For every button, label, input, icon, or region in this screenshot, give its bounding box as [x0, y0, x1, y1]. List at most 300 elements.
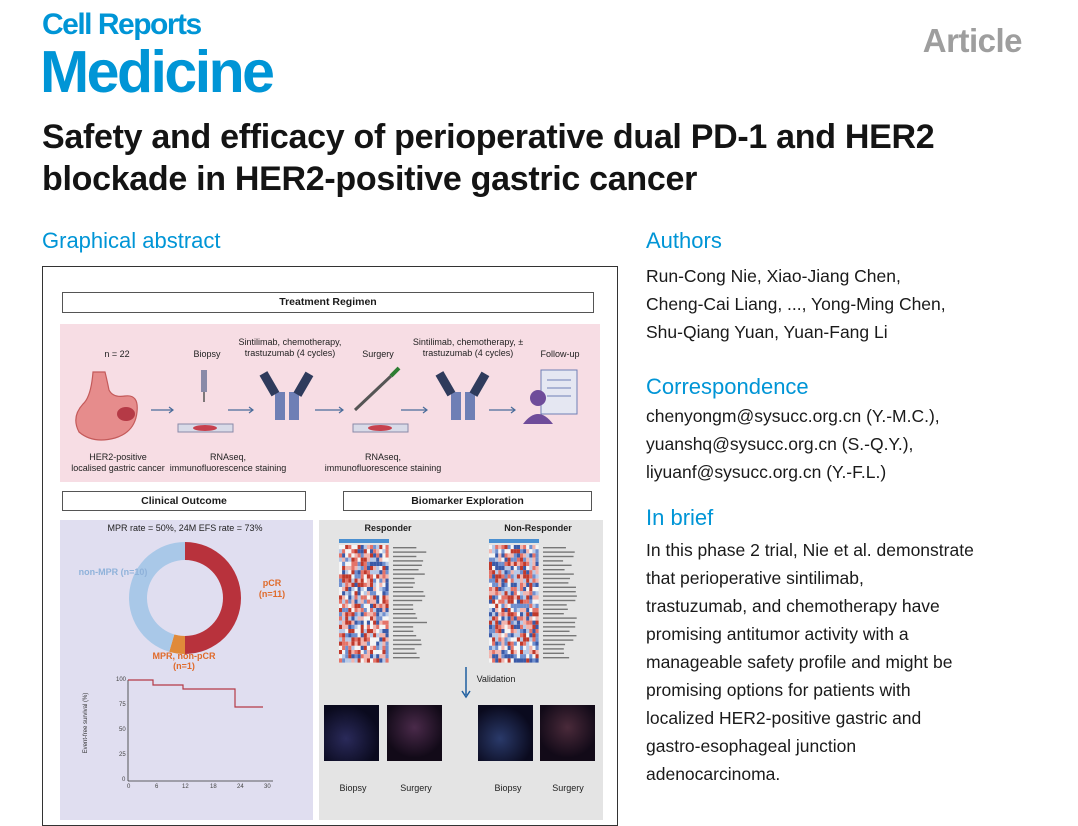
img-label-surgery-1: Surgery: [400, 783, 432, 793]
heatmap-cell: [373, 591, 376, 595]
heatmap-cell: [345, 608, 348, 612]
heatmap-cell: [386, 570, 389, 574]
heatmap-row-label: [543, 635, 576, 636]
heatmap-cell: [517, 621, 520, 625]
heatmap-cell: [382, 604, 385, 608]
heatmap-cell: [489, 637, 492, 641]
heatmap-cell: [517, 562, 520, 566]
heatmap-cell: [508, 558, 511, 562]
regimen-title: Treatment Regimen: [62, 292, 594, 313]
heatmap-row-label: [543, 582, 568, 583]
heatmap-cell: [361, 579, 364, 583]
heatmap-cell: [501, 587, 504, 591]
nonresponder-label: Non-Responder: [504, 523, 572, 533]
heatmap-cell: [342, 637, 345, 641]
heatmap-cell: [495, 595, 498, 599]
heatmap-cell: [361, 553, 364, 557]
heatmap-cell: [514, 545, 517, 549]
heatmap-cell: [536, 654, 539, 658]
heatmap-cell: [520, 558, 523, 562]
heatmap-row-label: [543, 604, 567, 605]
heatmap-cell: [520, 587, 523, 591]
heatmap-cell: [523, 650, 526, 654]
heatmap-cell: [342, 566, 345, 570]
heatmap-row-label: [543, 644, 565, 645]
heatmap-cell: [489, 612, 492, 616]
heatmap-cell: [529, 545, 532, 549]
heatmap-cell: [529, 650, 532, 654]
heatmap-cell: [364, 579, 367, 583]
heatmap-cell: [505, 579, 508, 583]
heatmap-cell: [342, 604, 345, 608]
heatmap-cell: [526, 612, 529, 616]
heatmap-cell: [523, 629, 526, 633]
heatmap-cell: [492, 570, 495, 574]
heatmap-cell: [517, 604, 520, 608]
efs-curve: [113, 675, 313, 795]
brief-line: promising antitumor activity with a: [646, 624, 909, 644]
brief-line: that perioperative sintilimab,: [646, 568, 864, 588]
heatmap-cell: [358, 612, 361, 616]
heatmap-cell: [520, 604, 523, 608]
in-brief-text: [646, 536, 1066, 788]
heatmap-cell: [532, 558, 535, 562]
heatmap-cell: [376, 629, 379, 633]
heatmap-cell: [358, 587, 361, 591]
heatmap-cell: [367, 625, 370, 629]
heatmap-cell: [345, 629, 348, 633]
heatmap-cell: [520, 621, 523, 625]
heatmap-cell: [376, 595, 379, 599]
brief-line: trastuzumab, and chemotherapy have: [646, 596, 940, 616]
heatmap-cell: [379, 646, 382, 650]
heatmap-cell: [489, 553, 492, 557]
heatmap-cell: [345, 570, 348, 574]
heatmap-cell: [536, 604, 539, 608]
heatmap-cell: [351, 604, 354, 608]
heatmap-cell: [532, 646, 535, 650]
brief-line: In this phase 2 trial, Nie et al. demonstrate: [646, 540, 974, 560]
heatmap-cell: [501, 654, 504, 658]
heatmap-cell: [382, 654, 385, 658]
heatmap-cell: [526, 650, 529, 654]
heatmap-cell: [498, 654, 501, 658]
heatmap-cell: [492, 629, 495, 633]
heatmap-cell: [529, 658, 532, 662]
heatmap-cell: [526, 545, 529, 549]
heatmap-cell: [339, 600, 342, 604]
heatmap-cell: [489, 621, 492, 625]
heatmap-cell: [517, 570, 520, 574]
heatmap-cell: [501, 566, 504, 570]
heatmap-cell: [517, 549, 520, 553]
heatmap-cell: [532, 658, 535, 662]
heatmap-cell: [495, 545, 498, 549]
heatmap-cell: [339, 616, 342, 620]
heatmap-cell: [523, 570, 526, 574]
heatmap-cell: [386, 642, 389, 646]
heatmap-cell: [514, 612, 517, 616]
heatmap-cell: [489, 595, 492, 599]
heatmap-cell: [505, 566, 508, 570]
heatmap-cell: [526, 591, 529, 595]
heatmap-cell: [514, 553, 517, 557]
heatmap-cell: [361, 591, 364, 595]
heatmap-cell: [495, 600, 498, 604]
heatmap-cell: [355, 654, 358, 658]
heatmap-cell: [348, 583, 351, 587]
heatmap-cell: [361, 570, 364, 574]
heatmap-cell: [498, 583, 501, 587]
heatmap-cell: [355, 621, 358, 625]
heatmap-cell: [358, 562, 361, 566]
heatmap-cell: [367, 608, 370, 612]
heatmap-cell: [367, 658, 370, 662]
heatmap-cell: [382, 600, 385, 604]
heatmap-row-label: [393, 560, 423, 561]
graphical-abstract-heading: Graphical abstract: [42, 228, 221, 253]
heatmap-cell: [498, 650, 501, 654]
heatmap-cell: [348, 587, 351, 591]
heatmap-cell: [361, 608, 364, 612]
heatmap-cell: [508, 612, 511, 616]
heatmap-cell: [373, 595, 376, 599]
heatmap-cell: [351, 549, 354, 553]
heatmap-cell: [505, 562, 508, 566]
if-image-4: [540, 705, 595, 761]
heatmap-cell: [526, 654, 529, 658]
heatmap-cell: [367, 612, 370, 616]
heatmap-cell: [386, 621, 389, 625]
heatmap-cell: [342, 629, 345, 633]
heatmap-cell: [505, 612, 508, 616]
heatmap-cell: [529, 583, 532, 587]
heatmap-cell: [339, 654, 342, 658]
heatmap-cell: [526, 587, 529, 591]
heatmap-cell: [520, 549, 523, 553]
heatmap-cell: [498, 591, 501, 595]
heatmap-cell: [367, 616, 370, 620]
heatmap-cell: [355, 629, 358, 633]
heatmap-cell: [339, 570, 342, 574]
heatmap-row-label: [543, 573, 574, 574]
heatmap-cell: [505, 629, 508, 633]
heatmap-cell: [536, 621, 539, 625]
heatmap-cell: [511, 587, 514, 591]
heatmap-cell: [492, 625, 495, 629]
heatmap-cell: [517, 637, 520, 641]
heatmap-cell: [526, 583, 529, 587]
heatmap-cell: [342, 658, 345, 662]
heatmap-cell: [345, 600, 348, 604]
heatmap-cell: [345, 579, 348, 583]
heatmap-cell: [501, 595, 504, 599]
heatmap-cell: [342, 612, 345, 616]
heatmap-cell: [505, 616, 508, 620]
heatmap-cell: [508, 604, 511, 608]
heatmap-cell: [495, 566, 498, 570]
ytick-75: 75: [119, 702, 126, 708]
heatmap-cell: [526, 562, 529, 566]
heatmap-cell: [508, 600, 511, 604]
heatmap-row-label: [393, 609, 413, 610]
mpr-label-2: (n=1): [173, 661, 195, 671]
heatmap-cell: [501, 616, 504, 620]
heatmap-cell: [379, 545, 382, 549]
email-link[interactable]: yuanshq@sysucc.org.cn (S.-Q.Y.),: [646, 434, 914, 454]
heatmap-cell: [501, 646, 504, 650]
email-link[interactable]: chenyongm@sysucc.org.cn (Y.-M.C.),: [646, 406, 940, 426]
heatmap-cell: [373, 616, 376, 620]
heatmap-cell: [517, 654, 520, 658]
heatmap-cell: [355, 579, 358, 583]
heatmap-row-label: [543, 578, 570, 579]
responder-label: Responder: [364, 523, 412, 533]
heatmap-cell: [342, 579, 345, 583]
validation-label: Validation: [476, 674, 516, 684]
heatmap-cell: [495, 587, 498, 591]
heatmap-cell: [520, 600, 523, 604]
heatmap-cell: [379, 566, 382, 570]
heatmap-cell: [361, 612, 364, 616]
heatmap-cell: [351, 629, 354, 633]
heatmap-cell: [339, 637, 342, 641]
heatmap-cell: [508, 658, 511, 662]
heatmap-row-label: [393, 631, 413, 632]
heatmap-cell: [526, 625, 529, 629]
heatmap-cell: [351, 654, 354, 658]
heatmap-cell: [498, 658, 501, 662]
heatmap-cell: [358, 600, 361, 604]
heatmap-cell: [373, 608, 376, 612]
heatmap-cell: [379, 650, 382, 654]
heatmap-cell: [489, 591, 492, 595]
heatmap-cell: [526, 566, 529, 570]
heatmap-cell: [376, 621, 379, 625]
heatmap-cell: [342, 553, 345, 557]
heatmap-cell: [492, 621, 495, 625]
heatmap-cell: [520, 566, 523, 570]
heatmap-cell: [358, 642, 361, 646]
heatmap-cell: [526, 637, 529, 641]
biopsy-label: Biopsy: [193, 349, 221, 359]
heatmap-row-label: [543, 587, 576, 588]
heatmap-cell: [386, 646, 389, 650]
heatmap-cell: [355, 558, 358, 562]
heatmap-cell: [498, 637, 501, 641]
heatmap-cell: [358, 629, 361, 633]
heatmap-cell: [376, 566, 379, 570]
heatmap-cell: [367, 549, 370, 553]
heatmap-cell: [508, 549, 511, 553]
heatmap-cell: [342, 562, 345, 566]
heatmap-cell: [511, 566, 514, 570]
heatmap-cell: [355, 612, 358, 616]
heatmap-cell: [361, 654, 364, 658]
heatmap-cell: [505, 654, 508, 658]
heatmap-cell: [351, 587, 354, 591]
heatmap-cell: [536, 658, 539, 662]
heatmap-cell: [523, 574, 526, 578]
heatmap-cell: [382, 637, 385, 641]
heatmap-cell: [386, 612, 389, 616]
heatmap-cell: [373, 646, 376, 650]
heatmap-cell: [523, 549, 526, 553]
heatmap-cell: [355, 591, 358, 595]
heatmap-row-label: [393, 551, 426, 552]
heatmap-cell: [351, 625, 354, 629]
heatmap-cell: [345, 621, 348, 625]
heatmap-cell: [514, 604, 517, 608]
heatmap-cell: [520, 633, 523, 637]
heatmap-cell: [379, 616, 382, 620]
rna1-line1: RNAseq,: [209, 452, 246, 462]
heatmap-cell: [529, 579, 532, 583]
heatmap-cell: [386, 616, 389, 620]
heatmap-cell: [505, 570, 508, 574]
heatmap-row-label: [543, 551, 575, 552]
heatmap-cell: [498, 566, 501, 570]
heatmap-cell: [508, 595, 511, 599]
heatmap-cell: [348, 562, 351, 566]
heatmap-cell: [529, 558, 532, 562]
heatmap-cell: [364, 600, 367, 604]
heatmap-cell: [517, 579, 520, 583]
heatmap-cell: [520, 608, 523, 612]
heatmap-cell: [355, 633, 358, 637]
heatmap-cell: [342, 633, 345, 637]
heatmap-cell: [351, 579, 354, 583]
heatmap-cell: [348, 558, 351, 562]
heatmap-cell: [351, 553, 354, 557]
heatmap-cell: [532, 587, 535, 591]
patient-line1: HER2-positive: [89, 452, 147, 462]
email-link[interactable]: liyuanf@sysucc.org.cn (Y.-F.L.): [646, 462, 887, 482]
heatmap-cell: [382, 545, 385, 549]
heatmap-cell: [536, 616, 539, 620]
heatmap-cell: [364, 591, 367, 595]
heatmap-cell: [505, 642, 508, 646]
heatmap-cell: [361, 633, 364, 637]
heatmap-cell: [520, 545, 523, 549]
heatmap-cell: [511, 629, 514, 633]
heatmap-cell: [386, 595, 389, 599]
heatmap-cell: [361, 642, 364, 646]
heatmap-cell: [355, 600, 358, 604]
heatmap-cell: [355, 637, 358, 641]
heatmap-cell: [382, 583, 385, 587]
heatmap-cell: [345, 587, 348, 591]
heatmap-cell: [342, 654, 345, 658]
heatmap-cell: [355, 549, 358, 553]
nonmpr-label: non-MPR (n=10): [78, 567, 148, 577]
heatmap-cell: [367, 562, 370, 566]
heatmap-cell: [532, 608, 535, 612]
heatmap-cell: [536, 545, 539, 549]
heatmap-cell: [342, 646, 345, 650]
heatmap-cell: [505, 574, 508, 578]
clinical-title: Clinical Outcome: [62, 491, 306, 511]
heatmap-cell: [364, 642, 367, 646]
heatmap-cell: [495, 549, 498, 553]
heatmap-cell: [342, 549, 345, 553]
heatmap-cell: [495, 650, 498, 654]
heatmap-row-label: [393, 648, 415, 649]
heatmap-cell: [498, 646, 501, 650]
heatmap-cell: [351, 562, 354, 566]
heatmap-cell: [536, 591, 539, 595]
heatmap-cell: [348, 646, 351, 650]
heatmap-cell: [361, 604, 364, 608]
heatmap-cell: [376, 633, 379, 637]
heatmap-cell: [529, 553, 532, 557]
heatmap-row-label: [543, 631, 570, 632]
heatmap-cell: [345, 612, 348, 616]
heatmap-cell: [505, 633, 508, 637]
heatmap-cell: [355, 650, 358, 654]
heatmap-cell: [498, 558, 501, 562]
heatmap-cell: [529, 604, 532, 608]
heatmap-cell: [379, 637, 382, 641]
heatmap-cell: [536, 587, 539, 591]
heatmap-cell: [376, 616, 379, 620]
heatmap-cell: [361, 650, 364, 654]
heatmap-cell: [529, 654, 532, 658]
heatmap-cell: [376, 591, 379, 595]
graphical-abstract-frame: [42, 266, 618, 826]
heatmap-cell: [498, 604, 501, 608]
heatmap-cell: [370, 545, 373, 549]
heatmap-cell: [508, 642, 511, 646]
heatmap-cell: [495, 583, 498, 587]
heatmap-cell: [373, 650, 376, 654]
heatmap-cell: [511, 642, 514, 646]
heatmap-cell: [514, 633, 517, 637]
heatmap-row-label: [393, 573, 425, 574]
heatmap-cell: [523, 566, 526, 570]
heatmap-cell: [511, 612, 514, 616]
heatmap-cell: [367, 583, 370, 587]
antibody-icon-1: [260, 371, 314, 420]
heatmap-cell: [361, 658, 364, 662]
heatmap-cell: [489, 608, 492, 612]
heatmap-cell: [489, 562, 492, 566]
heatmap-cell: [520, 658, 523, 662]
heatmap-cell: [370, 574, 373, 578]
heatmap-cell: [379, 608, 382, 612]
heatmap-cell: [508, 591, 511, 595]
heatmap-cell: [382, 658, 385, 662]
heatmap-cell: [498, 574, 501, 578]
heatmap-cell: [532, 625, 535, 629]
heatmap-cell: [520, 591, 523, 595]
heatmap-cell: [370, 604, 373, 608]
heatmap-cell: [495, 591, 498, 595]
heatmap-cell: [364, 621, 367, 625]
heatmap-cell: [536, 595, 539, 599]
heatmap-cell: [382, 608, 385, 612]
heatmap-row-label: [543, 613, 564, 614]
heatmap-cell: [348, 629, 351, 633]
brief-line: gastro-esophageal junction: [646, 736, 857, 756]
heatmap-group-bar: [489, 539, 539, 543]
heatmap-cell: [367, 591, 370, 595]
heatmap-cell: [505, 591, 508, 595]
ytick-50: 50: [119, 727, 126, 733]
heatmap-cell: [501, 562, 504, 566]
heatmap-cell: [364, 562, 367, 566]
heatmap-cell: [355, 570, 358, 574]
